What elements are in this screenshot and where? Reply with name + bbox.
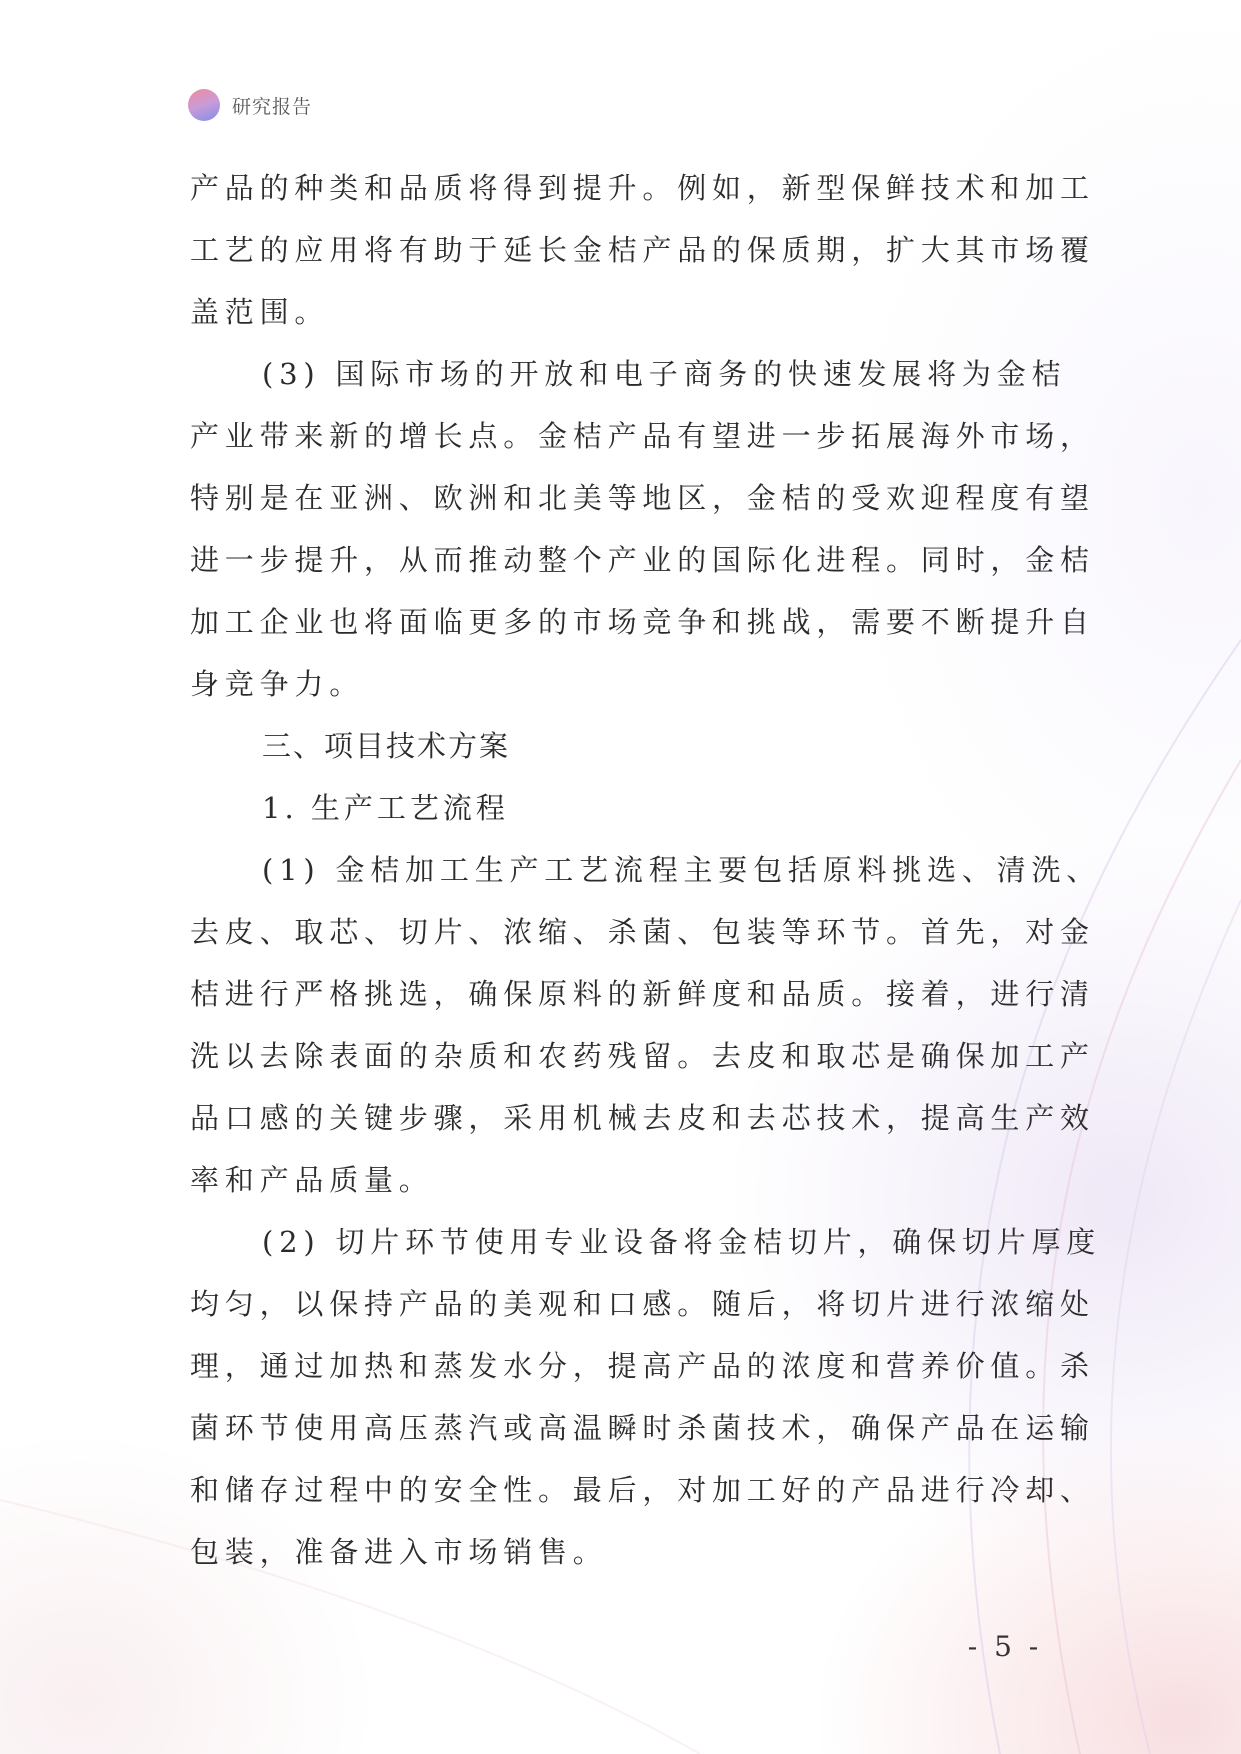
header-label: 研究报告 [232, 95, 313, 118]
paragraph-line: 产业带来新的增长点。金桔产品有望进一步拓展海外市场， [190, 419, 1095, 453]
paragraph-line: 桔进行严格挑选，确保原料的新鲜度和品质。接着，进行清 [190, 977, 1095, 1011]
paragraph-line: (2) 切片环节使用专业设备将金桔切片，确保切片厚度 [262, 1225, 1102, 1259]
paragraph-line: 均匀，以保持产品的美观和口感。随后，将切片进行浓缩处 [190, 1287, 1095, 1321]
paragraph-line: 盖范围。 [190, 295, 330, 329]
paragraph-line: 加工企业也将面临更多的市场竞争和挑战，需要不断提升自 [190, 605, 1095, 639]
paragraph-line: (3) 国际市场的开放和电子商务的快速发展将为金桔 [262, 357, 1067, 391]
paragraph-line: 洗以去除表面的杂质和农药残留。去皮和取芯是确保加工产 [190, 1039, 1095, 1073]
paragraph-line: 产品的种类和品质将得到提升。例如，新型保鲜技术和加工 [190, 171, 1095, 205]
paragraph-line: 进一步提升，从而推动整个产业的国际化进程。同时，金桔 [190, 543, 1095, 577]
paragraph-line: 菌环节使用高压蒸汽或高温瞬时杀菌技术，确保产品在运输 [190, 1411, 1095, 1445]
paragraph-line: 特别是在亚洲、欧洲和北美等地区，金桔的受欢迎程度有望 [190, 481, 1095, 515]
paragraph-line: 包装，准备进入市场销售。 [190, 1535, 608, 1569]
paragraph-line: 和储存过程中的安全性。最后，对加工好的产品进行冷却、 [190, 1473, 1095, 1507]
paragraph-line: (1) 金桔加工生产工艺流程主要包括原料挑选、清洗、 [262, 853, 1102, 887]
subsection-heading: 1. 生产工艺流程 [262, 791, 509, 825]
page-number: - 5 - [967, 1630, 1043, 1663]
paragraph-line: 工艺的应用将有助于延长金桔产品的保质期，扩大其市场覆 [190, 233, 1095, 267]
paragraph-line: 率和产品质量。 [190, 1163, 434, 1197]
paragraph-line: 品口感的关键步骤，采用机械去皮和去芯技术，提高生产效 [190, 1101, 1095, 1135]
document-body [190, 157, 1102, 1583]
section-heading: 三、项目技术方案 [262, 729, 511, 763]
paragraph-line: 去皮、取芯、切片、浓缩、杀菌、包装等环节。首先，对金 [190, 915, 1095, 949]
paragraph-line: 身竞争力。 [190, 667, 365, 701]
paragraph-line: 理，通过加热和蒸发水分，提高产品的浓度和营养价值。杀 [190, 1349, 1095, 1383]
report-header [188, 88, 312, 122]
logo-circle-icon [188, 89, 220, 121]
